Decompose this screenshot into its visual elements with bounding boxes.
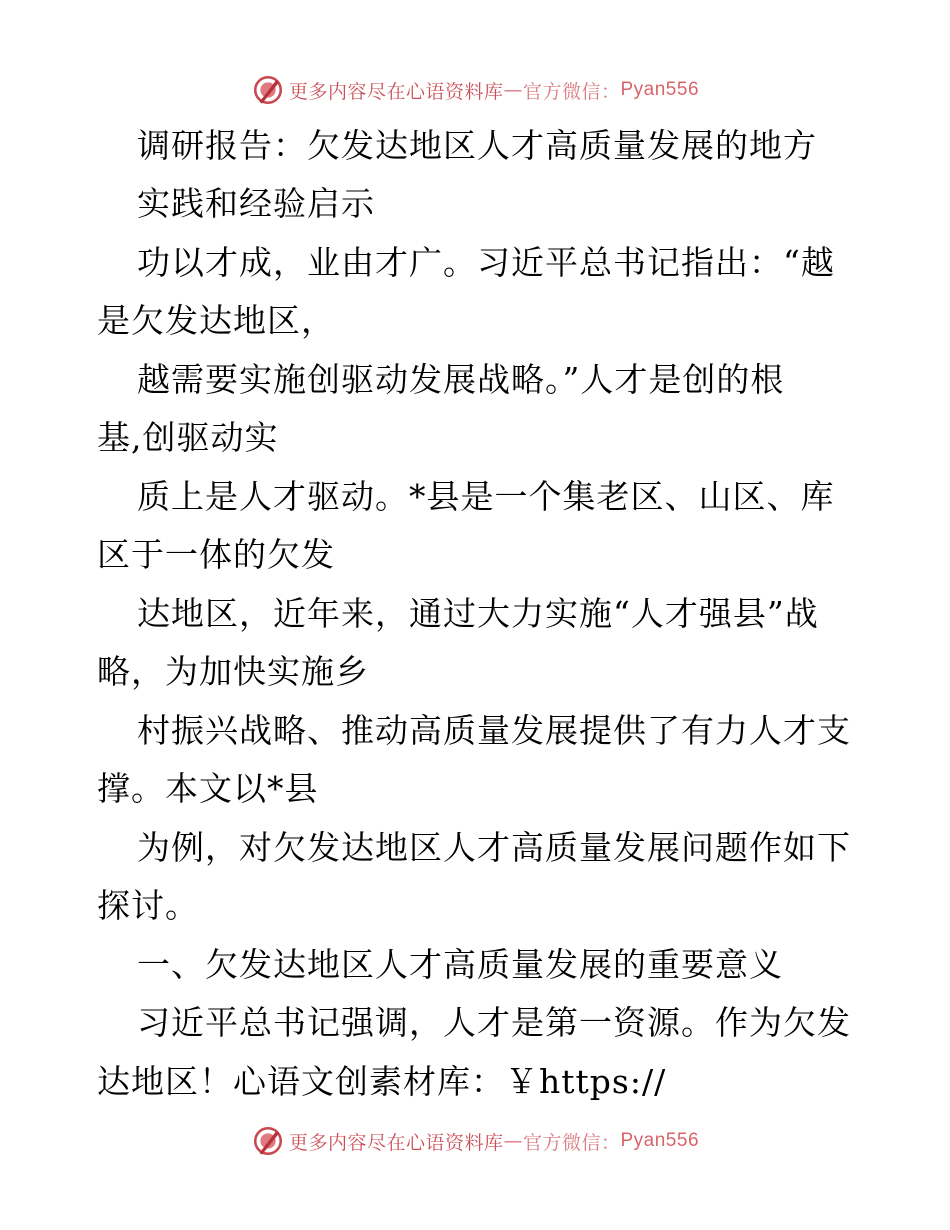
text-line: 基,创驱动实: [97, 418, 279, 457]
text-line: 为例，对欠发达地区人才高质量发展问题作如下: [137, 828, 851, 867]
text-line: 撑。本文以*县: [97, 769, 319, 808]
text-line: 村振兴战略、推动高质量发展提供了有力人才支: [137, 711, 851, 750]
pen-logo-icon: [251, 73, 285, 107]
watermark-wechat-id: Pyan556: [620, 1130, 700, 1151]
text-line: 实践和经验启示: [137, 184, 375, 223]
text-line: 达地区！心语文创素材库：￥https://: [97, 1062, 667, 1101]
section-heading: 一、欠发达地区人才高质量发展的重要意义: [137, 945, 783, 984]
watermark-wechat-label: 官方微信：: [522, 1131, 621, 1154]
header-watermark: [0, 70, 950, 110]
watermark-brand: 更多内容尽在心语资料库: [288, 80, 504, 103]
text-line: 习近平总书记强调，人才是第一资源。作为欠发: [137, 1003, 851, 1042]
footer-watermark: [0, 1121, 950, 1161]
watermark-brand: 更多内容尽在心语资料库: [288, 1131, 504, 1154]
text-line: 功以才成，业由才广。习近平总书记指出：“越: [137, 243, 835, 282]
text-line: 区于一体的欠发: [97, 535, 335, 574]
watermark-dash: —: [503, 79, 523, 101]
watermark-wechat-id: Pyan556: [620, 79, 700, 100]
text-line: 质上是人才驱动。*县是一个集老区、山区、库: [137, 477, 835, 516]
pen-logo-icon: [251, 1124, 285, 1158]
text-line: 调研报告：欠发达地区人才高质量发展的地方: [137, 126, 817, 165]
text-line: 略，为加快实施乡: [97, 652, 369, 691]
text-line: 达地区，近年来，通过大力实施“人才强县”战: [137, 594, 819, 633]
text-line: 是欠发达地区，: [97, 301, 335, 340]
text-line: 越需要实施创驱动发展战略。”人才是创的根: [137, 360, 785, 399]
text-line: 探讨。: [97, 886, 199, 925]
watermark-wechat-label: 官方微信：: [522, 80, 621, 103]
watermark-dash: —: [503, 1130, 523, 1152]
